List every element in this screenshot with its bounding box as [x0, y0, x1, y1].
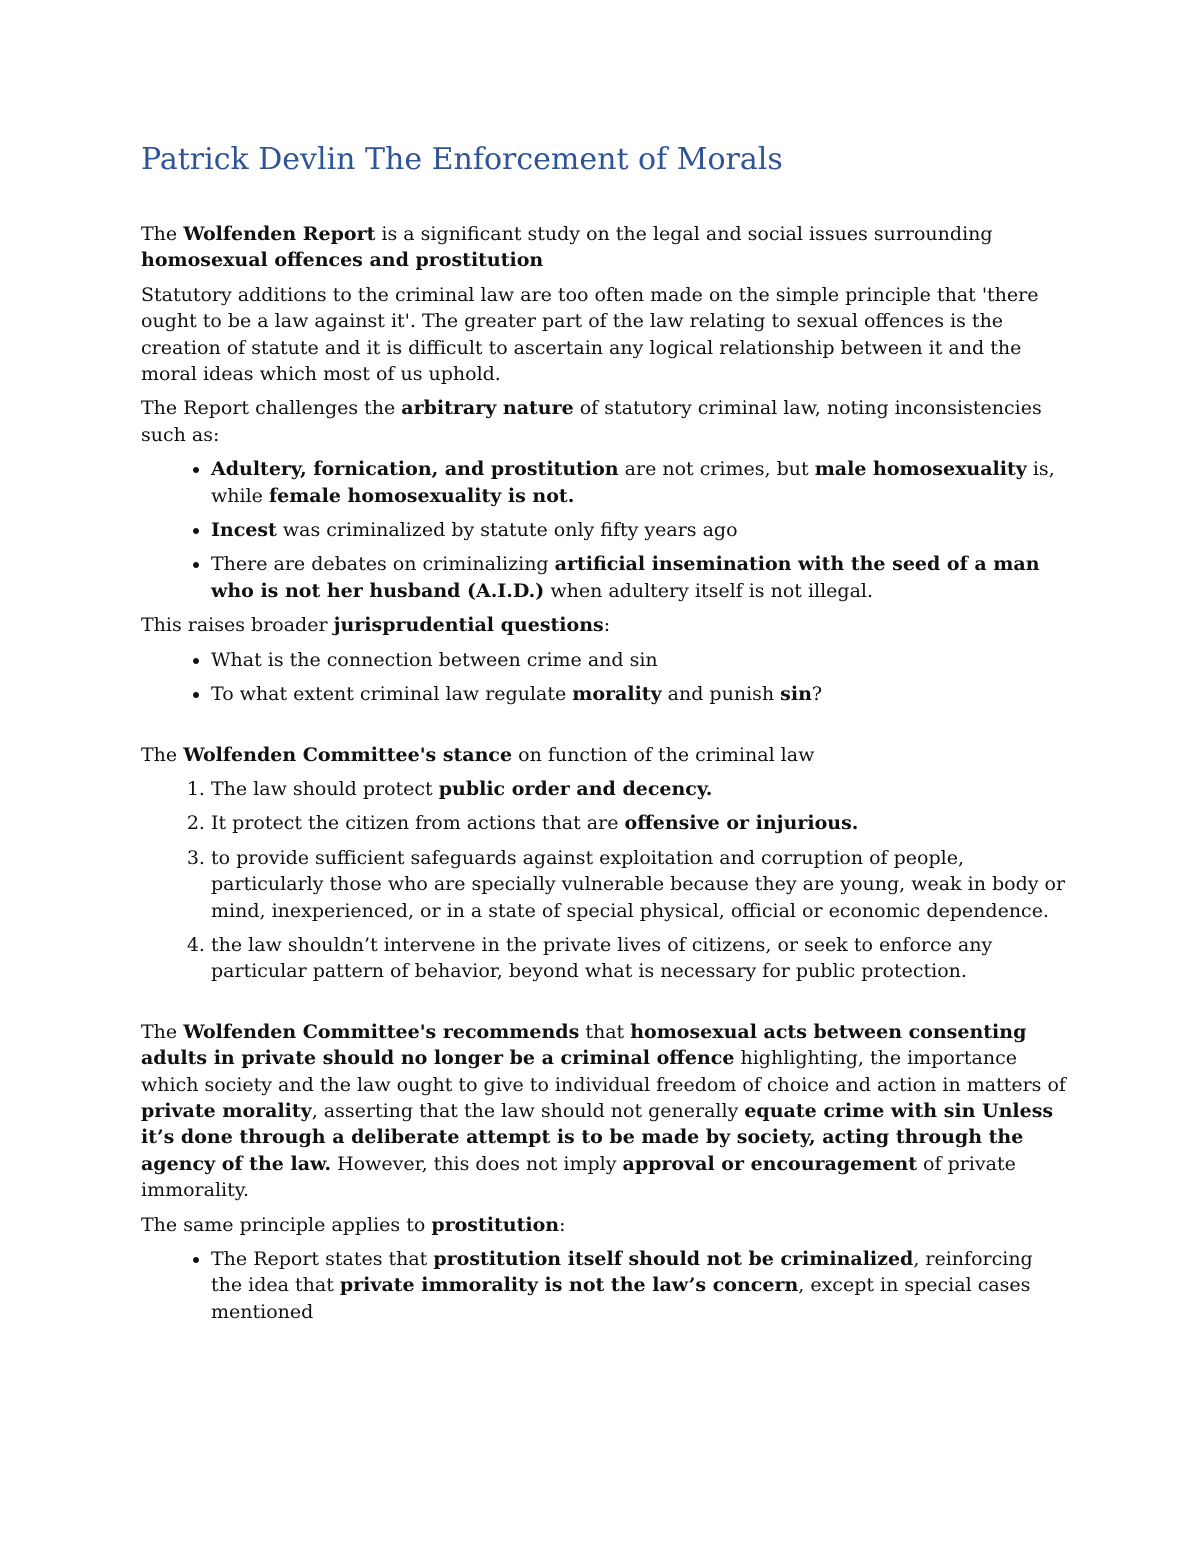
- text-run: are not crimes, but: [618, 458, 815, 481]
- bold-text: equate crime with sin Unless it’s done through a deliberate attempt is to be made by society, acting through the agency of the law.: [141, 1099, 1054, 1175]
- same-principle-paragraph: [141, 1212, 1066, 1238]
- text-run: when adultery itself is not illegal.: [544, 579, 874, 602]
- intro-paragraph: [141, 221, 1066, 274]
- bold-text: Wolfenden Committee's recommends: [183, 1020, 580, 1043]
- bold-text: offensive or injurious.: [624, 812, 859, 835]
- page-title: Patrick Devlin The Enforcement of Morals: [141, 142, 783, 177]
- text-run: There are debates on criminalizing: [211, 553, 555, 576]
- list-item: [211, 681, 1066, 707]
- list-item: [211, 1246, 1066, 1325]
- text-run: of statutory criminal law, noting inconsistencies such as:: [141, 397, 1042, 446]
- text-run: the law shouldn’t intervene in the private lives of citizens, or seek to enforce any particular pattern of behavior, beyond what is necessary for public protection.: [211, 933, 993, 983]
- committee-stance-paragraph: [141, 742, 1066, 768]
- text-run: :: [559, 1213, 566, 1236]
- bold-text: arbitrary nature: [401, 397, 574, 420]
- text-run: on function of the criminal law: [512, 743, 815, 766]
- bold-text: morality: [572, 683, 662, 706]
- text-run: :: [603, 614, 611, 637]
- text-run: was criminalized by statute only fifty years ago: [276, 519, 738, 542]
- text-run: is a significant study on the legal and social issues surrounding: [375, 223, 993, 245]
- broader-questions-paragraph: [141, 612, 1066, 638]
- bold-text: male homosexuality: [814, 458, 1027, 481]
- functions-list: [141, 776, 1066, 985]
- text-run: The: [141, 743, 184, 766]
- bold-text: public order and decency.: [438, 777, 713, 800]
- report-challenges-paragraph: [141, 395, 1066, 448]
- list-item: [211, 810, 1066, 836]
- text-run: , except in special cases mentioned: [211, 1274, 1031, 1323]
- text-run: What is the connection between crime and sin: [211, 648, 658, 671]
- bold-text: Wolfenden Committee's stance: [183, 743, 513, 766]
- bold-text: Wolfenden Report: [183, 223, 376, 245]
- text-run: and punish: [661, 683, 781, 706]
- text-run: , asserting that the law should not generally: [311, 1099, 745, 1122]
- text-run: Statutory additions to the criminal law are too often made on the simple principle that 'there ought to be a law against it'. The greater part of the law relating to sexual offences is the creation of statute and it is difficult to ascertain any logical relationship between it and the moral ideas which most of us uphold.: [141, 283, 1039, 386]
- list-item: [211, 517, 1066, 543]
- text-run: ?: [811, 683, 823, 706]
- bold-text: prostitution: [431, 1213, 560, 1236]
- committee-recommends-paragraph: [141, 1019, 1066, 1204]
- text-run: The same principle applies to: [141, 1213, 432, 1236]
- text-run: The Report challenges the: [141, 397, 402, 420]
- bold-text: Incest: [211, 519, 277, 542]
- bold-text: jurisprudential questions: [333, 614, 604, 637]
- bold-text: Adultery, fornication, and prostitution: [211, 458, 619, 481]
- prostitution-list: [141, 1246, 1066, 1325]
- text-run: This raises broader: [141, 614, 334, 637]
- text-run: to provide sufficient safeguards against exploitation and corruption of people, particularly those who are specially vulnerable because they are young, weak in body or mind, inexperienced, or in a state of special physical, official or economic dependence.: [211, 846, 1066, 922]
- bold-text: homosexual acts between consenting adults in private should no longer be a criminal offence: [141, 1020, 1027, 1070]
- text-run: However, this does not imply: [331, 1152, 623, 1175]
- document-page: [141, 138, 1066, 1333]
- text-run: It protect the citizen from actions that are: [211, 812, 625, 835]
- bold-text: homosexual offences and prostitution: [141, 249, 544, 272]
- text-run: The Report states that: [211, 1248, 434, 1270]
- bold-text: private morality: [141, 1099, 312, 1122]
- text-run: The: [141, 1020, 184, 1043]
- bold-text: artificial insemination with the seed of a man who is not her husband (A.I.D.): [211, 553, 1040, 602]
- list-item: [211, 551, 1066, 604]
- text-run: To what extent criminal law regulate: [211, 683, 573, 706]
- bold-text: approval or encouragement: [622, 1152, 918, 1175]
- text-run: The law should protect: [211, 777, 439, 800]
- bold-text: sin: [780, 683, 812, 706]
- statutory-paragraph: [141, 282, 1066, 388]
- text-run: The: [141, 223, 184, 245]
- text-run: is, while: [211, 458, 1055, 507]
- questions-list: [141, 647, 1066, 708]
- list-item: [211, 932, 1066, 985]
- text-run: , reinforcing the idea that: [211, 1248, 1033, 1297]
- bold-text: private immorality is not the law’s concern: [339, 1274, 799, 1297]
- list-item: [211, 456, 1066, 509]
- bold-text: female homosexuality is not.: [268, 484, 575, 507]
- document-body: [141, 221, 1066, 1325]
- text-run: that: [579, 1020, 631, 1043]
- list-item: [211, 647, 1066, 673]
- bold-text: prostitution itself should not be criminalized: [433, 1248, 914, 1270]
- text-run: highlighting, the importance which society and the law ought to give to individual freedom of choice and action in matters of: [141, 1047, 1066, 1096]
- text-run: of private immorality.: [141, 1152, 1016, 1202]
- inconsistencies-list: [141, 456, 1066, 604]
- list-item: [211, 845, 1066, 924]
- list-item: [211, 776, 1066, 802]
